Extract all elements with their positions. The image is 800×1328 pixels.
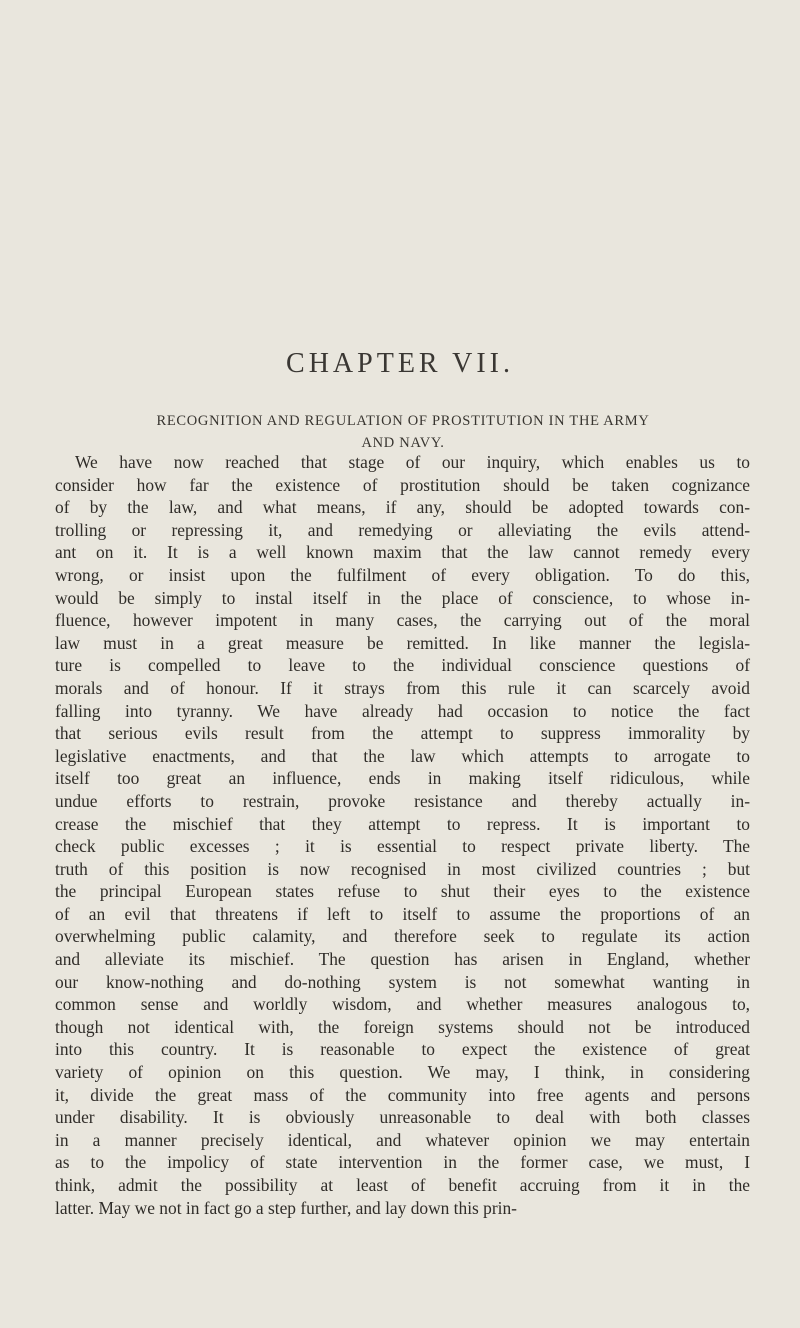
text-line: of by the law, and what means, if any, should be adopted towards con- xyxy=(55,497,750,518)
text-line: our know-nothing and do-nothing system is not somewhat wanting in xyxy=(55,971,750,992)
text-line: wrong, or insist upon the fulfilment of every obligation. To do this, xyxy=(55,564,750,585)
text-line: under disability. It is obviously unreasonable to deal with both classes xyxy=(55,1107,750,1128)
text-line: in a manner precisely identical, and whatever opinion we may entertain xyxy=(55,1129,750,1150)
text-line: it, divide the great mass of the community into free agents and persons xyxy=(55,1084,750,1105)
chapter-title: CHAPTER VII. xyxy=(286,348,514,379)
text-line: law must in a great measure be remitted. In like manner the legisla- xyxy=(55,632,750,653)
text-line: think, admit the possibility at least of benefit accruing from it in the xyxy=(55,1175,750,1195)
text-line: falling into tyranny. We have already had occasion to notice the fact xyxy=(55,700,750,721)
text-line: truth of this position is now recognised in most civilized countries ; but xyxy=(55,858,750,879)
section-heading xyxy=(58,410,748,454)
text-line: variety of opinion on this question. We may, I think, in considering xyxy=(55,1062,750,1083)
body-paragraph xyxy=(55,451,750,1219)
text-line: fluence, however impotent in many cases, the carrying out of the moral xyxy=(55,610,750,631)
text-line: as to the impolicy of state intervention in the former case, we must, I xyxy=(55,1152,750,1173)
text-line: common sense and worldly wisdom, and whether measures analogous to, xyxy=(55,994,750,1015)
text-line: crease the mischief that they attempt to repress. It is important to xyxy=(55,813,750,834)
text-line: overwhelming public calamity, and therefore seek to regulate its action xyxy=(55,926,750,947)
text-line: morals and of honour. If it strays from this rule it can scarcely avoid xyxy=(55,677,750,698)
section-heading-line: AND NAVY. xyxy=(361,435,445,451)
section-heading-line: RECOGNITION AND REGULATION OF PROSTITUTION IN THE ARMY xyxy=(156,413,650,429)
text-line: that serious evils result from the attempt to suppress immorality by xyxy=(55,723,750,744)
text-line: latter. May we not in fact go a step further, and lay down this prin- xyxy=(55,1197,517,1218)
text-line: ture is compelled to leave to the individual conscience questions of xyxy=(55,655,750,676)
text-line: undue efforts to restrain, provoke resistance and thereby actually in- xyxy=(55,790,750,811)
text-line: and alleviate its mischief. The question has arisen in England, whether xyxy=(55,949,750,970)
text-line: though not identical with, the foreign systems should not be introduced xyxy=(55,1016,750,1037)
text-line: check public excesses ; it is essential to respect private liberty. The xyxy=(55,836,750,857)
text-line: the principal European states refuse to shut their eyes to the existence xyxy=(55,881,750,902)
text-line: would be simply to instal itself in the place of conscience, to whose in- xyxy=(55,587,750,608)
text-line: legislative enactments, and that the law which attempts to arrogate to xyxy=(55,745,750,766)
text-line: of an evil that threatens if left to itself to assume the proportions of an xyxy=(55,903,750,924)
text-line: We have now reached that stage of our inquiry, which enables us to xyxy=(75,452,750,472)
text-line: trolling or repressing it, and remedying or alleviating the evils attend- xyxy=(55,519,750,540)
text-line: itself too great an influence, ends in making itself ridiculous, while xyxy=(55,768,750,789)
text-line: consider how far the existence of prostitution should be taken cognizance xyxy=(55,474,750,495)
text-line: into this country. It is reasonable to expect the existence of great xyxy=(55,1039,750,1060)
text-line: ant on it. It is a well known maxim that the law cannot remedy every xyxy=(55,542,750,563)
